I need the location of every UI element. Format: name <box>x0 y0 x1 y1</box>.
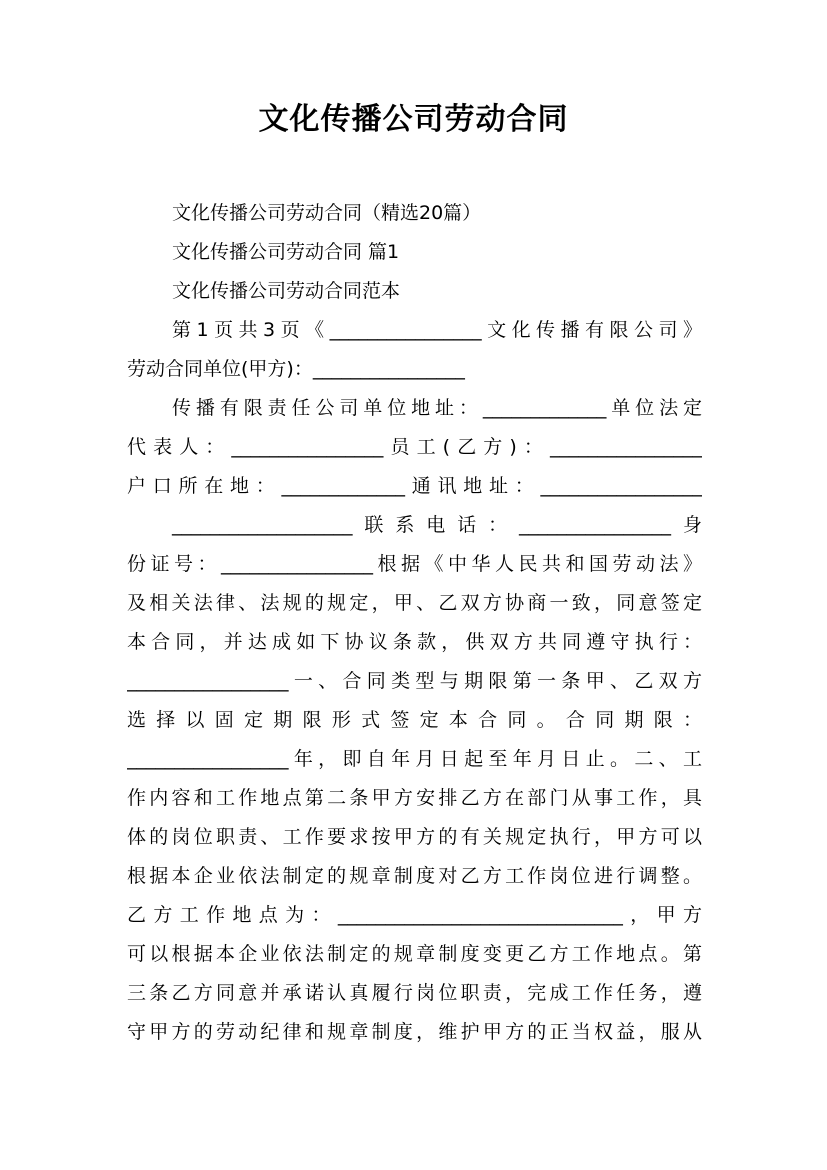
body-line: 根据本企业依法制定的规章制度对乙方工作岗位进行调整。 <box>127 865 702 887</box>
document-body <box>127 194 702 1052</box>
body-line: 体的岗位职责、工作要求按甲方的有关规定执行，甲方可以 <box>127 826 702 848</box>
body-line: 份证号：________________根据《中华人民共和国劳动法》 <box>127 553 702 575</box>
body-line: 文化传播公司劳动合同 篇1 <box>172 241 400 263</box>
document-title: 文化传播公司劳动合同 <box>258 102 569 137</box>
body-line: 劳动合同单位(甲方)：________________ <box>127 358 465 380</box>
body-line: ___________________联系电话：________________身 <box>172 514 702 536</box>
body-line: 传播有限责任公司单位地址：_____________单位法定 <box>172 397 702 419</box>
body-line: 户口所在地：_____________通讯地址：_________________ <box>127 475 702 497</box>
body-line: 第1页共3页《________________文化传播有限公司》 <box>172 319 702 341</box>
body-line: 文化传播公司劳动合同（精选20篇） <box>172 202 482 224</box>
body-line: 文化传播公司劳动合同范本 <box>172 280 401 302</box>
body-line: 可以根据本企业依法制定的规章制度变更乙方工作地点。第 <box>127 943 702 965</box>
body-line: 本合同，并达成如下协议条款，供双方共同遵守执行： <box>127 631 702 653</box>
body-line: 三条乙方同意并承诺认真履行岗位职责，完成工作任务，遵 <box>127 982 702 1004</box>
body-line: 作内容和工作地点第二条甲方安排乙方在部门从事工作，具 <box>127 787 702 809</box>
body-line: 乙方工作地点为：______________________________，甲方 <box>127 904 702 926</box>
body-line: 及相关法律、法规的规定，甲、乙双方协商一致，同意签定 <box>127 592 702 614</box>
body-line: 选择以固定期限形式签定本合同。合同期限： <box>127 709 702 731</box>
body-line: 代表人：________________员工(乙方)：________________ <box>127 436 702 458</box>
body-line: 守甲方的劳动纪律和规章制度，维护甲方的正当权益，服从 <box>127 1021 702 1043</box>
body-line: _________________年，即自年月日起至年月日止。二、工 <box>127 748 702 770</box>
body-line: _________________一、合同类型与期限第一条甲、乙双方 <box>127 670 702 692</box>
